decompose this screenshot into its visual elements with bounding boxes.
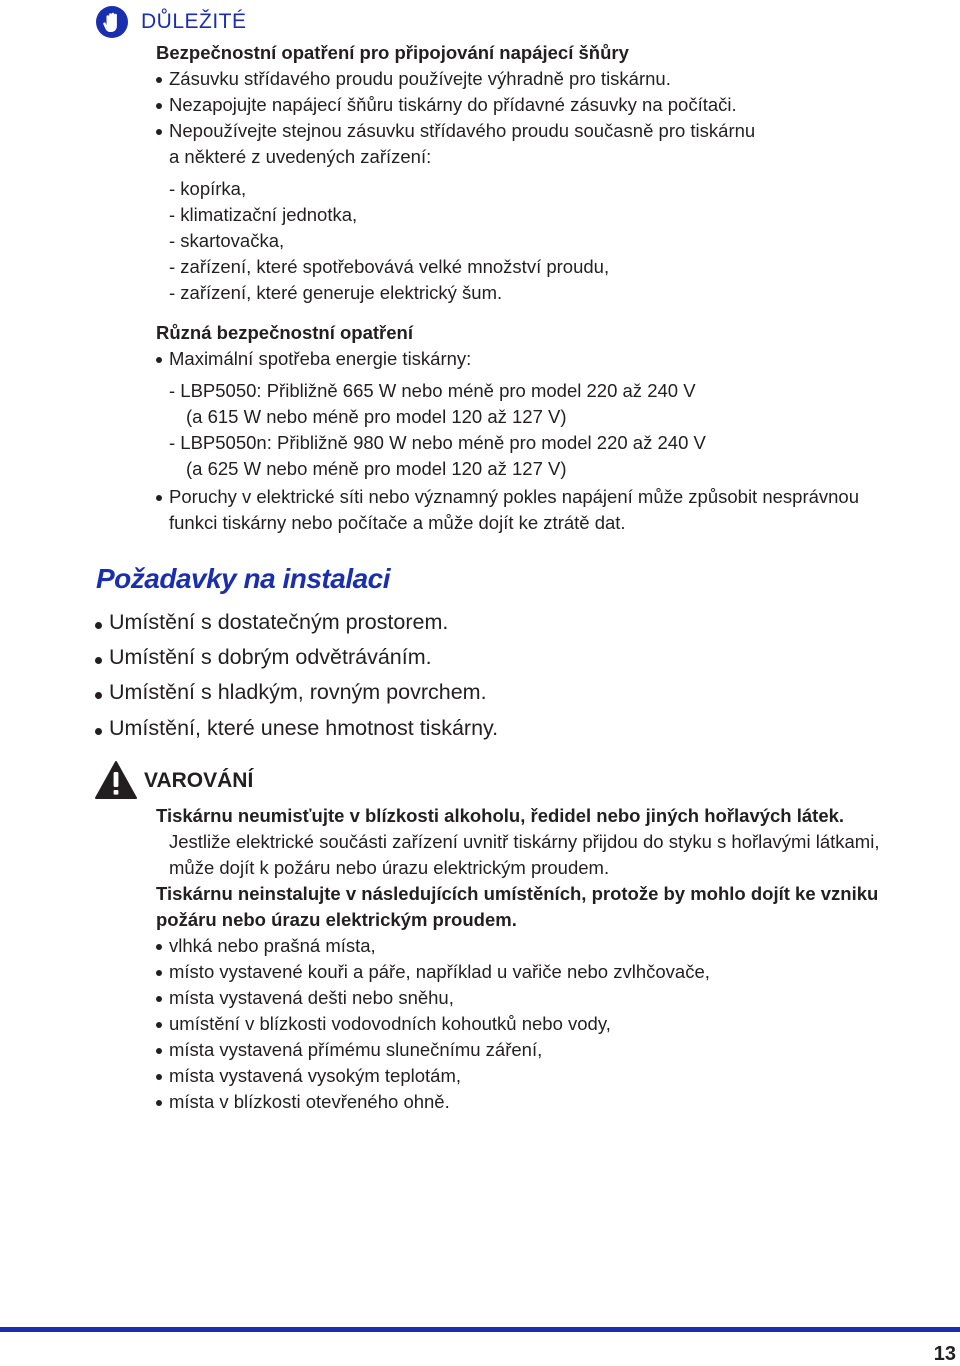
list-item: místa vystavená přímému slunečnímu záření, bbox=[169, 1037, 542, 1063]
section-heading: Požadavky na instalaci bbox=[96, 563, 391, 594]
warning-icon bbox=[94, 760, 138, 800]
list-item: místa vystavená vysokým teplotám, bbox=[169, 1063, 461, 1089]
hand-stop-icon bbox=[96, 6, 128, 38]
dash-item: - zařízení, které spotřebovává velké množství proudu, bbox=[169, 256, 610, 277]
power-line: (a 615 W nebo méně pro model 120 až 127 V) bbox=[186, 406, 567, 427]
dash-item: - kopírka, bbox=[169, 178, 247, 199]
warning-text: Jestliže elektrické součásti zařízení uvnitř tiskárny přijdou do styku s hořlavými látkami, bbox=[169, 831, 880, 852]
list-item: vlhká nebo prašná místa, bbox=[169, 933, 376, 959]
footer-rule bbox=[0, 1327, 960, 1332]
warning-title: VAROVÁNÍ bbox=[144, 769, 254, 792]
requirement-item: Umístění s dostatečným prostorem. bbox=[109, 607, 448, 637]
list-item: místo vystavené kouři a páře, například u vařiče nebo zvlhčovače, bbox=[169, 959, 710, 985]
important-subtitle-power-cord: Bezpečnostní opatření pro připojování napájecí šňůry bbox=[156, 42, 629, 63]
page-number: 13 bbox=[933, 1343, 956, 1365]
important-title: DŮLEŽITÉ bbox=[141, 10, 247, 33]
warning-triangle-icon bbox=[94, 760, 138, 800]
warning-text: může dojít k požáru nebo úrazu elektrickým proudem. bbox=[169, 857, 610, 878]
dash-item: - zařízení, které generuje elektrický šum. bbox=[169, 282, 503, 303]
requirement-item: Umístění s dobrým odvětráváním. bbox=[109, 642, 432, 672]
dash-item: - klimatizační jednotka, bbox=[169, 204, 358, 225]
list-item: místa vystavená dešti nebo sněhu, bbox=[169, 985, 454, 1011]
warning-bold-statement: požáru nebo úrazu elektrickým proudem. bbox=[156, 909, 517, 930]
power-line: - LBP5050: Přibližně 665 W nebo méně pro model 220 až 240 V bbox=[169, 380, 696, 401]
requirement-item: Umístění, které unese hmotnost tiskárny. bbox=[109, 713, 498, 743]
list-item: Zásuvku střídavého proudu používejte výhradně pro tiskárnu. bbox=[169, 66, 671, 92]
list-item-continuation: a některé z uvedených zařízení: bbox=[169, 146, 432, 167]
list-item: Maximální spotřeba energie tiskárny: bbox=[169, 346, 471, 372]
list-item: místa v blízkosti otevřeného ohně. bbox=[169, 1089, 450, 1115]
power-line: (a 625 W nebo méně pro model 120 až 127 V) bbox=[186, 458, 567, 479]
list-item: Nezapojujte napájecí šňůru tiskárny do přídavné zásuvky na počítači. bbox=[169, 92, 737, 118]
warning-bold-statement: Tiskárnu neumisťujte v blízkosti alkoholu, ředidel nebo jiných hořlavých látek. bbox=[156, 805, 845, 826]
requirement-item: Umístění s hladkým, rovným povrchem. bbox=[109, 677, 487, 707]
power-line: - LBP5050n: Přibližně 980 W nebo méně pro model 220 až 240 V bbox=[169, 432, 706, 453]
list-item: Poruchy v elektrické síti nebo významný pokles napájení může způsobit nesprávnou bbox=[169, 484, 859, 510]
important-subtitle-various: Různá bezpečnostní opatření bbox=[156, 322, 413, 343]
list-item: Nepoužívejte stejnou zásuvku střídavého proudu současně pro tiskárnu bbox=[169, 118, 755, 144]
list-item-continuation: funkci tiskárny nebo počítače a může dojít ke ztrátě dat. bbox=[169, 512, 626, 533]
important-icon bbox=[96, 6, 128, 38]
warning-bold-statement: Tiskárnu neinstalujte v následujících umístěních, protože by mohlo dojít ke vzniku bbox=[156, 883, 879, 904]
dash-item: - skartovačka, bbox=[169, 230, 285, 251]
list-item: umístění v blízkosti vodovodních kohoutků nebo vody, bbox=[169, 1011, 611, 1037]
